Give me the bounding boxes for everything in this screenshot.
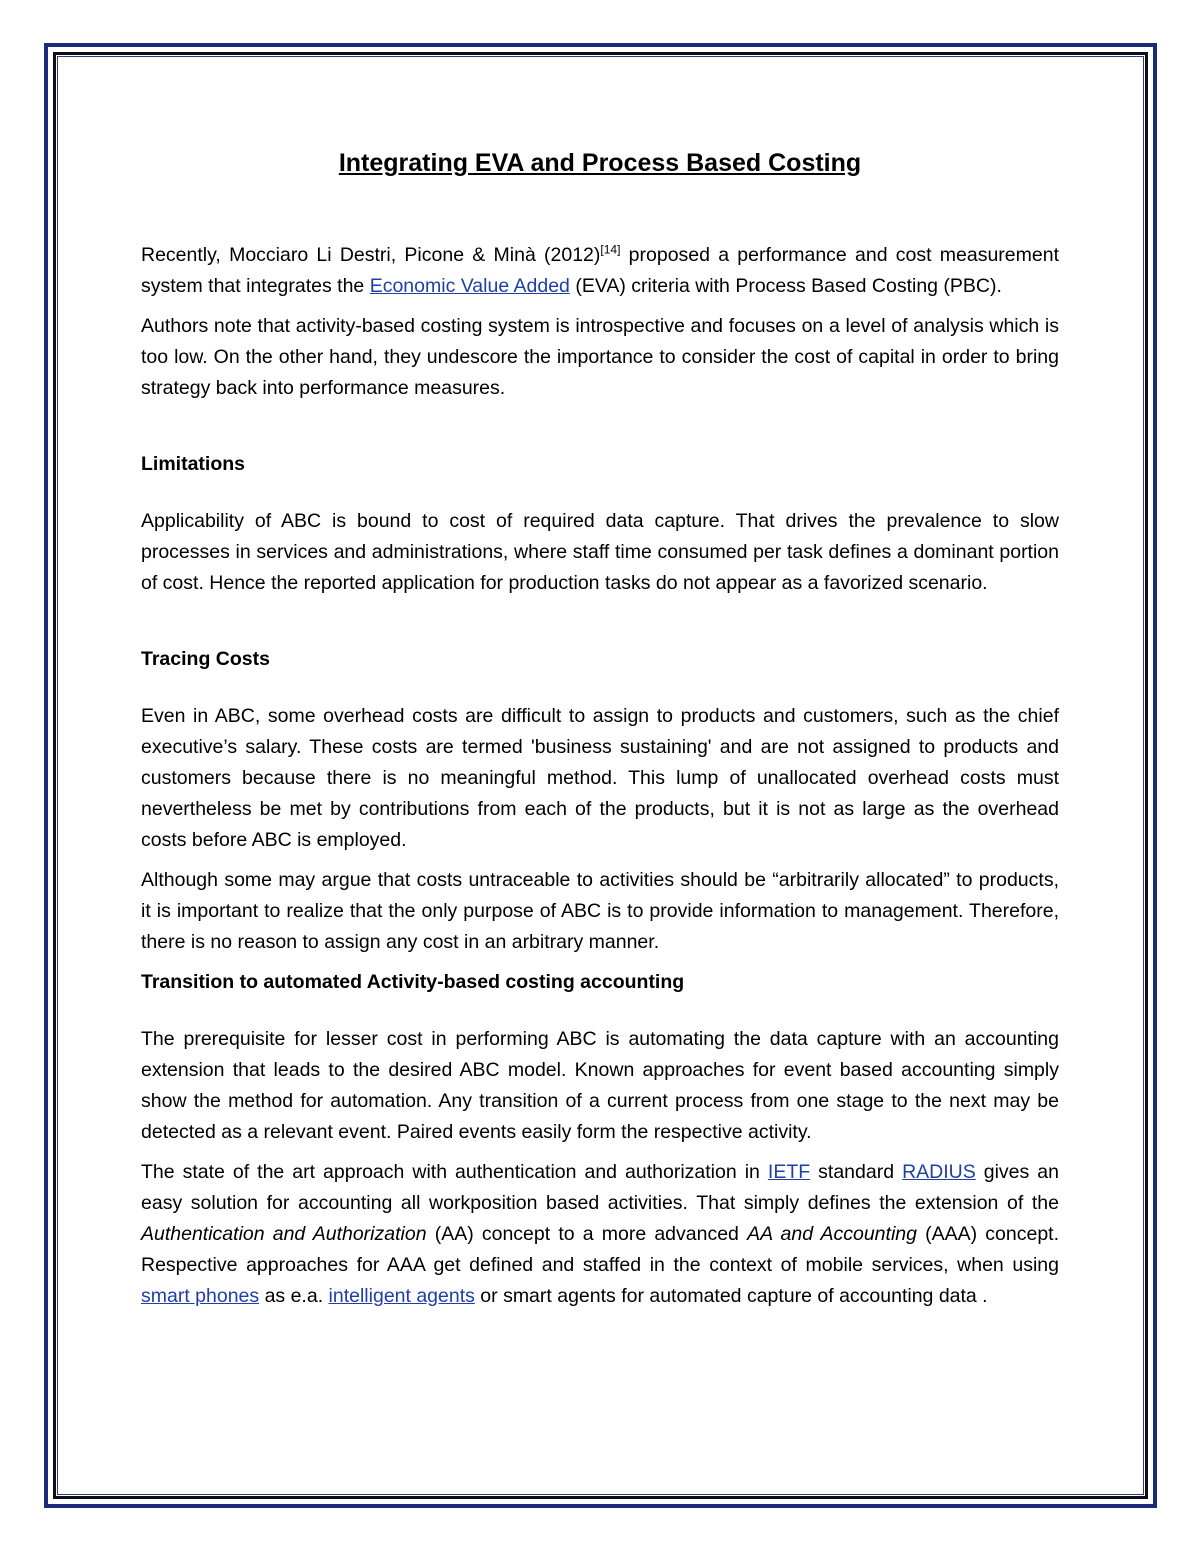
citation-superscript: [14]: [600, 242, 621, 257]
link-smart-phones[interactable]: smart phones: [141, 1285, 260, 1307]
page-title: Integrating EVA and Process Based Costing: [338, 149, 862, 177]
link-radius[interactable]: RADIUS: [902, 1161, 976, 1183]
tracing-paragraph-1: Even in ABC, some overhead costs are difficult to assign to products and customers, such as the chief executive’s salary. These costs are termed 'business sustaining' and are not assigned to products and customers because there is no meaningful method. This lump of unallocated overhead costs must nevertheless be met by contributions from each of the products, but it is not as large as the overhead costs before ABC is employed.: [141, 705, 1059, 851]
transition-paragraph-2: The state of the art approach with authentication and authorization in IETF standard RADIUS gives an easy solution for accounting all workposition based activities. That simply defines the extension of the Authentication and Authorization (AA) concept to a more advanced AA and Accounting (AAA) concept. Respective approaches for AAA get defined and staffed in the context of mobile services, when using smart phones as e.a. intelligent agents or smart agents for automated capture of accounting data .: [141, 1161, 1060, 1307]
link-ietf[interactable]: IETF: [767, 1161, 811, 1183]
intro-paragraph-1: Recently, Mocciaro Li Destri, Picone & Minà (2012)[14] proposed a performance and cost measurement system that integrates the Economic Value Added (EVA) criteria with Process Based Costing (PBC).: [141, 242, 1059, 297]
section-heading-transition: Transition to automated Activity-based costing accounting: [141, 971, 685, 993]
intro-paragraph-2: Authors note that activity-based costing system is introspective and focuses on a level of analysis which is too low. On the other hand, they undescore the importance to consider the cost of capital in order to bring strategy back into performance measures.: [141, 315, 1059, 399]
tracing-paragraph-2: Although some may argue that costs untraceable to activities should be “arbitrarily allocated” to products, it is important to realize that the only purpose of ABC is to provide information to management. Therefore, there is no reason to assign any cost in an arbitrary manner.: [141, 869, 1059, 953]
link-intelligent-agents[interactable]: intelligent agents: [328, 1285, 475, 1307]
section-heading-limitations: Limitations: [141, 453, 246, 475]
document-body: [141, 146, 1059, 1321]
section-heading-tracing-costs: Tracing Costs: [141, 648, 270, 670]
limitations-paragraph: Applicability of ABC is bound to cost of required data capture. That drives the prevalence to slow processes in services and administrations, where staff time consumed per task defines a dominant portion of cost. Hence the reported application for production tasks do not appear as a favorized scenario.: [141, 510, 1059, 594]
link-economic-value-added[interactable]: Economic Value Added: [369, 275, 570, 297]
transition-paragraph-1: The prerequisite for lesser cost in performing ABC is automating the data capture with an accounting extension that leads to the desired ABC model. Known approaches for event based accounting simply show the method for automation. Any transition of a current process from one stage to the next may be detected as a relevant event. Paired events easily form the respective activity.: [141, 1028, 1059, 1143]
